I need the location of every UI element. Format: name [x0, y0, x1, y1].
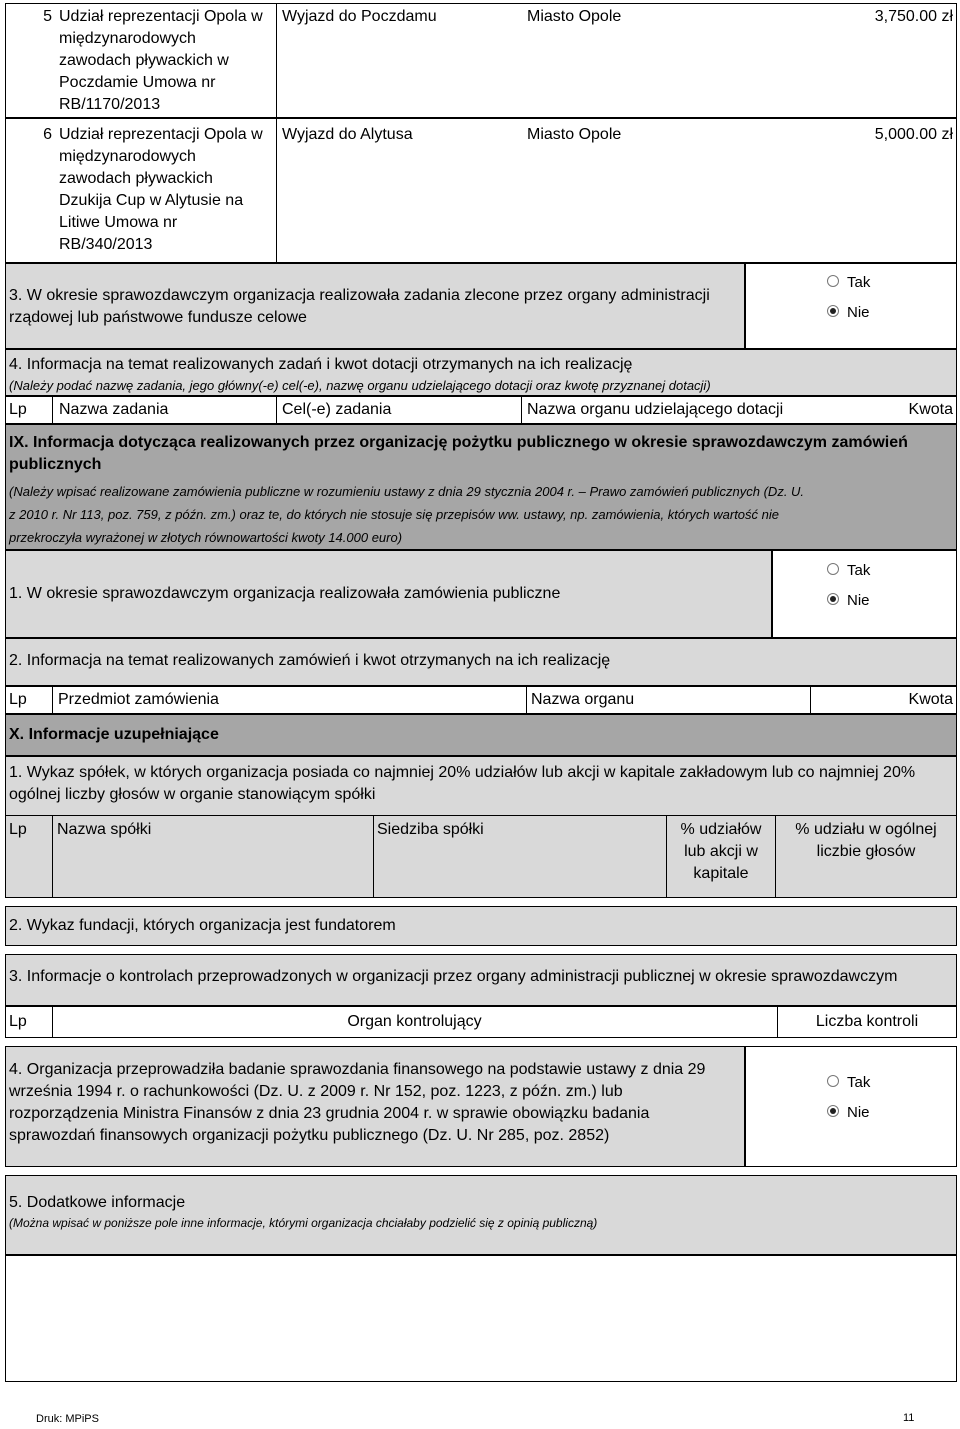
task-name-line: zawodach pływackich	[59, 170, 213, 187]
section-10-q1-text: 1. Wykaz spółek, w których organizacja posiada co najmniej 20% udziałów lub akcji w kapitale zakładowym lub co najmniej 20% ogólnej liczby głosów w organie stanowiącym spółki	[9, 764, 916, 803]
header-lp: Lp	[9, 691, 27, 708]
radio-nie[interactable]: Nie	[827, 586, 870, 616]
column-divider	[276, 396, 277, 424]
task-name-line: zawodach pływackich w	[59, 52, 229, 69]
task-name-line: RB/340/2013	[59, 236, 153, 253]
header-grant-organ: Nazwa organu udzielającego dotacji	[527, 401, 784, 418]
task-name	[59, 6, 263, 116]
additional-info-field[interactable]	[5, 1255, 957, 1382]
header-lp: Lp	[9, 1013, 27, 1030]
radio-group-s10-q4	[827, 1068, 870, 1128]
header-lp: Lp	[9, 821, 27, 838]
section-10-q5-note: (Można wpisać w poniższe pole inne informacje, którymi organizacja chciałaby podzielić się z opinią publiczną)	[9, 1216, 598, 1230]
question-4-title: 4. Informacja na temat realizowanych zadań i kwot dotacji otrzymanych na ich realizację	[9, 356, 633, 373]
task-goal: Wyjazd do Alytusa	[282, 126, 413, 143]
task-name-line: RB/1170/2013	[59, 96, 161, 113]
task-name	[59, 124, 263, 256]
header-company-seat: Siedziba spółki	[377, 821, 484, 838]
grant-organ: Miasto Opole	[527, 8, 622, 25]
row-lp: 6	[43, 126, 52, 143]
grant-amount: 5,000.00 zł	[874, 126, 953, 143]
radio-tak[interactable]: Tak	[827, 268, 870, 298]
question-4-note: (Należy podać nazwę zadania, jego główny(-e) cel(-e), nazwę organu udzielającego dotacji oraz kwotę przyznanej dotacji)	[9, 378, 711, 393]
radio-tak[interactable]: Tak	[827, 556, 870, 586]
header-company-name: Nazwa spółki	[57, 821, 152, 838]
header-organ-name: Nazwa organu	[531, 691, 635, 708]
section-9-note: (Należy wpisać realizowane zamówienia publiczne w rozumieniu ustawy z dnia 29 stycznia 2004 r. – Prawo zamówień publicznych (Dz. U. z 2010 r. Nr 113, poz. 759, z późn. zm.) oraz te, do których nie stosuje się przepisów ww. ustawy, np. zamówienia, których wartość nie przekroczyła wyrażonej w złotych równowartości kwoty 14.000 euro)	[9, 484, 805, 545]
header-task-name: Nazwa zadania	[59, 401, 169, 418]
section-9-q1-text: 1. W okresie sprawozdawczym organizacja realizowała zamówienia publiczne	[9, 585, 561, 602]
row-lp: 5	[43, 8, 52, 25]
column-divider	[810, 686, 811, 714]
header-amount: Kwota	[908, 401, 953, 418]
radio-selected-icon	[827, 593, 839, 605]
radio-tak[interactable]: Tak	[827, 1068, 870, 1098]
task-name-line: Litiwe Umowa nr	[59, 214, 178, 231]
column-divider	[52, 396, 53, 424]
question-3-text: 3. W okresie sprawozdawczym organizacja realizowała zadania zlecone przez organy administracji rządowej lub państwowe fundusze celowe	[9, 287, 710, 326]
grant-organ: Miasto Opole	[527, 126, 622, 143]
header-task-goal: Cel(-e) zadania	[282, 401, 392, 418]
footer-page-number: 11	[903, 1412, 915, 1424]
header-lp: Lp	[9, 401, 27, 418]
grant-amount: 3,750.00 zł	[874, 8, 953, 25]
section-9-title: IX. Informacja dotycząca realizowanych przez organizację pożytku publicznego w okresie sprawozdawczym zamówień publicznych	[9, 434, 908, 473]
section-10-q4-text: 4. Organizacja przeprowadziła badanie sprawozdania finansowego na podstawie ustawy z dnia 29 września 1994 r. o rachunkowości (Dz. U. z 2009 r. Nr 152, poz. 1223, z późn. zm.) lub rozporządzenia Ministra Finansów z dnia 23 grudnia 2004 r. w sprawie obowiązku badania sprawozdań finansowych organizacji pożytku publicznego (Dz. U. Nr 285, poz. 2852)	[9, 1061, 706, 1144]
header-control-organ: Organ kontrolujący	[347, 1013, 482, 1030]
task-name-line: Udział reprezentacji Opola w	[59, 126, 263, 143]
section-10-q5-title: 5. Dodatkowe informacje	[9, 1194, 186, 1211]
radio-selected-icon	[827, 1105, 839, 1117]
header-order-subject: Przedmiot zamówienia	[58, 691, 219, 708]
header-share: % udziałów lub akcji w kapitale	[680, 821, 762, 882]
task-name-line: Poczdamie Umowa nr	[59, 74, 216, 91]
task-name-line: międzynarodowych	[59, 30, 196, 47]
task-name-line: Dzukija Cup w Alytusie na	[59, 192, 244, 209]
header-amount: Kwota	[908, 691, 953, 708]
radio-group-q3	[827, 268, 870, 328]
section-10-title: X. Informacje uzupełniające	[9, 726, 219, 743]
task-name-line: Udział reprezentacji Opola w	[59, 8, 263, 25]
radio-unselected-icon	[827, 275, 839, 287]
task-goal: Wyjazd do Poczdamu	[282, 8, 437, 25]
section-10-q2-text: 2. Wykaz fundacji, których organizacja jest fundatorem	[9, 917, 396, 934]
radio-group-s9-q1	[827, 556, 870, 616]
footer-print-label: Druk: MPiPS	[36, 1413, 99, 1425]
column-divider	[52, 686, 53, 714]
section-10-q3-text: 3. Informacje o kontrolach przeprowadzonych w organizacji przez organy administracji publicznej w okresie sprawozdawczym	[9, 968, 898, 985]
radio-unselected-icon	[827, 563, 839, 575]
radio-selected-icon	[827, 305, 839, 317]
radio-nie[interactable]: Nie	[827, 298, 870, 328]
header-votes: % udziału w ogólnej liczbie głosów	[795, 821, 937, 860]
task-name-line: międzynarodowych	[59, 148, 196, 165]
column-divider	[521, 396, 522, 424]
header-control-count: Liczba kontroli	[815, 1013, 919, 1030]
section-9-q2-text: 2. Informacja na temat realizowanych zamówień i kwot otrzymanych na ich realizację	[9, 652, 611, 669]
radio-unselected-icon	[827, 1075, 839, 1087]
radio-nie[interactable]: Nie	[827, 1098, 870, 1128]
column-divider	[526, 686, 527, 714]
